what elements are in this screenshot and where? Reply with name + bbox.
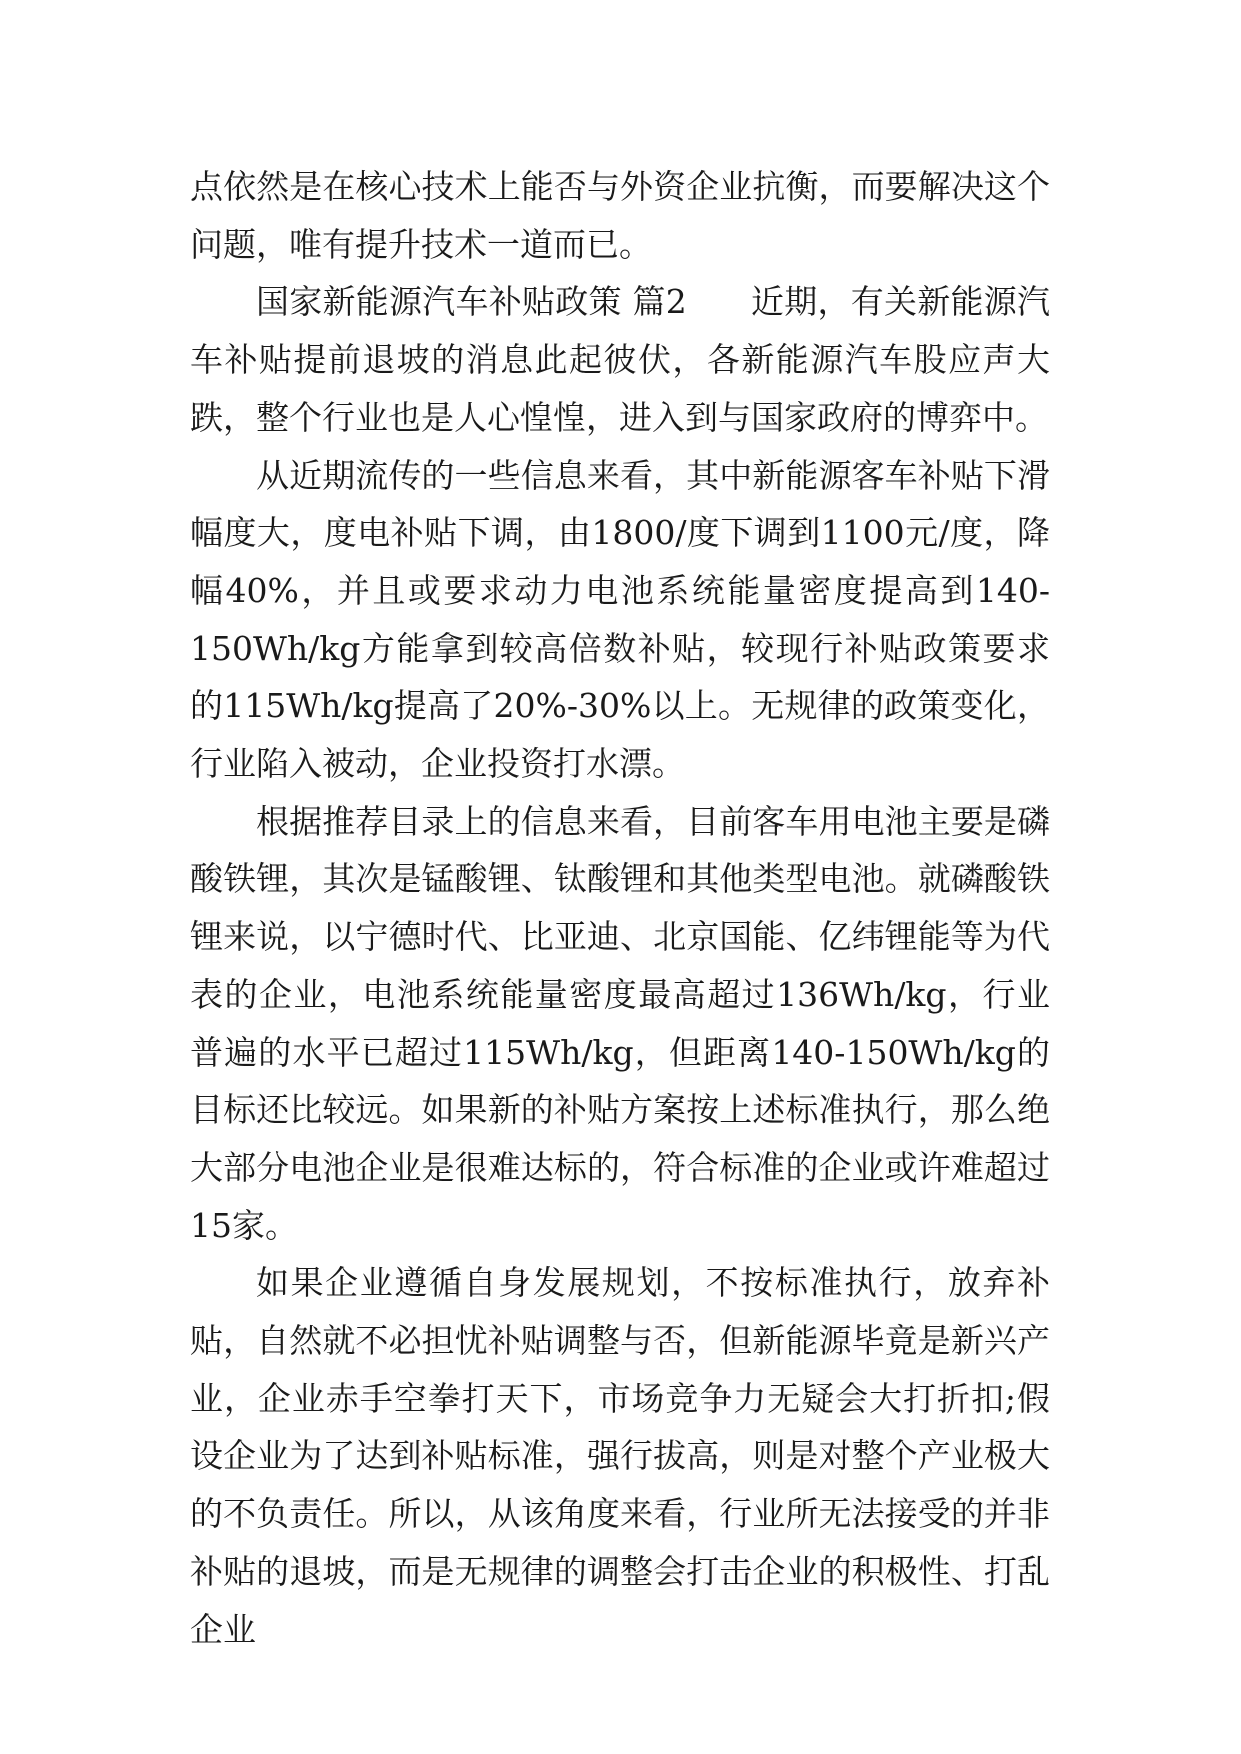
paragraph-continuation: 点依然是在核心技术上能否与外资企业抗衡，而要解决这个问题，唯有提升技术一道而已。: [190, 167, 1050, 264]
paragraph-section-start: [190, 273, 1050, 446]
paragraph-enterprise-planning: 如果企业遵循自身发展规划，不按标准执行，放弃补贴，自然就不必担忧补贴调整与否，但新能源毕竟是新兴产业，企业赤手空拳打天下，市场竞争力无疑会大打折扣;假设企业为了达到补贴标准，强行拔高，则是对整个产业极大的不负责任。所以，从该角度来看，行业所无法接受的并非补贴的退坡，而是无规律的调整会打击企业的积极性、打乱企业: [190, 1263, 1050, 1649]
paragraph-battery-catalog: 根据推荐目录上的信息来看，目前客车用电池主要是磷酸铁锂，其次是锰酸锂、钛酸锂和其他类型电池。就磷酸铁锂来说，以宁德时代、比亚迪、北京国能、亿纬锂能等为代表的企业，电池系统能量密度最高超过136Wh/kg，行业普遍的水平已超过115Wh/kg，但距离140-150Wh/kg的目标还比较远。如果新的补贴方案按上述标准执行，那么绝大部分电池企业是很难达标的，符合标准的企业或许难超过15家。: [190, 801, 1050, 1245]
section-heading: 国家新能源汽车补贴政策 篇2: [256, 282, 687, 322]
paragraph-subsidy-info: 从近期流传的一些信息来看，其中新能源客车补贴下滑幅度大，度电补贴下调，由1800/度下调到1100元/度，降幅40%，并且或要求动力电池系统能量密度提高到140-150Wh/kg方能拿到较高倍数补贴，较现行补贴政策要求的115Wh/kg提高了20%-30%以上。无规律的政策变化，行业陷入被动，企业投资打水漂。: [190, 455, 1050, 784]
section-intro-text: 近期，有关新能源汽车补贴提前退坡的消息此起彼伏，各新能源汽车股应声大跌，整个行业也是人心惶惶，进入到与国家政府的博弈中。: [190, 282, 1050, 437]
document-body: [190, 158, 1050, 1658]
